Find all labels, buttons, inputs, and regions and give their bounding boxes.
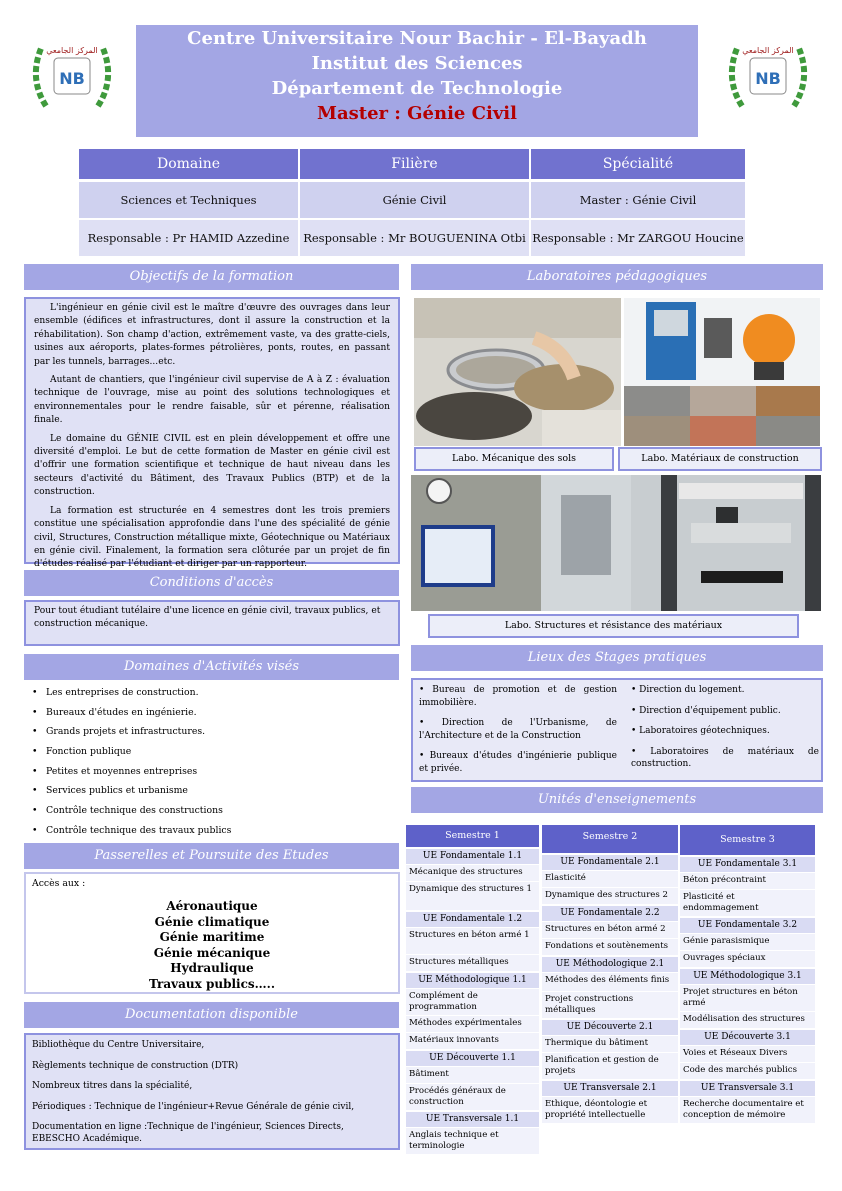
ue-item: Planification et gestion de projets [542,1052,678,1079]
svg-text:NB: NB [755,69,781,88]
list-item: • Bureaux d'études en ingénierie. [24,703,400,723]
list-item: Règlements technique de construction (DTR) [32,1060,239,1071]
ue-item: Structures en béton armé 1 [406,927,539,954]
svg-text:المركز الجامعي: المركز الجامعي [742,46,794,55]
ue-item: Voies et Réseaux Divers [680,1045,815,1062]
title-line-3: Département de Technologie [271,78,563,99]
ue-item: Bâtiment [406,1066,539,1083]
objectifs-paragraph-1: L'ingénieur en génie civil est le maître d'œuvre des ouvrages dans leur ensemble (édifices et infrastructures, dont il assure la construction et la réhabilitation). Son champ d'action, extrêmement vaste, va des gratte-ciels, usines aux aéroports, plates-formes pétrolières, ponts, routes, en passant par les tunnels, barrages...etc. [34,303,390,367]
list-item: • Petites et moyennes entreprises [24,762,400,782]
ue-header: UE Découverte 3.1 [680,1030,815,1045]
svg-text:NB: NB [59,69,85,88]
labo-label-structures: Labo. Structures et résistance des matériaux [428,614,799,638]
stage-item-text: Laboratoires de matériaux de construction. [631,746,820,770]
semestre-2-column [542,825,678,1123]
stage-item-text: Direction du logement. [639,685,745,695]
ue-item: Méthodes des éléments finis [542,972,678,991]
list-item: Documentation en ligne :Technique de l'ingénieur, Sciences Directs, EBESCHO Académique. [32,1122,344,1144]
conditions-panel [24,600,400,646]
ue-item: Recherche documentaire et conception de mémoire [680,1096,815,1123]
ue-item: Procédés généraux de construction [406,1083,539,1110]
ue-item: Génie parasismique [680,933,815,950]
ue-item: Mécanique des structures [406,864,539,881]
section-conditions-title: Conditions d'accès [24,570,399,596]
ue-item: Structures en béton armé 2 [542,921,678,938]
ue-header: UE Méthodologique 2.1 [542,957,678,972]
stage-item-text: Bureau de promotion et de gestion immobilière. [419,685,617,708]
ue-header: UE Fondamentale 3.1 [680,857,815,872]
list-item: Génie mécanique [153,945,271,960]
title-line-4: Master : Génie Civil [317,103,517,124]
ue-item: Modélisation des structures [680,1011,815,1028]
passerelles-panel [24,872,400,994]
ue-item: Code des marchés publics [680,1062,815,1079]
list-item: • Laboratoires géotechniques. [631,726,770,737]
objectifs-paragraph-3: Le domaine du GÉNIE CIVIL est en plein développement et offre une diversité d'emploi. Le but de cette formation de Master en génie civil est d'offrir une formation scientifique et technique de haut niveau dans les secteurs d'activité du Bâtiment, des Travaux Publics (BTP) et de la construction. [34,433,390,498]
ue-item: Béton précontraint [680,872,815,889]
poster-title [136,25,698,137]
stages-panel [411,678,823,782]
semestre-1-header: Semestre 1 [406,825,539,847]
table-cell-resp-domaine: Responsable : Pr HAMID Azzedine [79,220,298,256]
ue-item: Projet constructions métalliques [542,991,678,1018]
objectifs-panel [24,297,400,570]
table-cell-resp-filiere: Responsable : Mr BOUGUENINA Otbi [300,220,529,256]
ue-item: Thermique du bâtiment [542,1035,678,1052]
list-item: Bibliothèque du Centre Universitaire, [32,1040,205,1050]
ue-header: UE Transversale 2.1 [542,1081,678,1096]
table-header-specialite: Spécialité [531,149,745,179]
list-item: • Laboratoires de matériaux de construction. [631,746,820,770]
list-item: Périodiques : Technique de l'ingénieur+Revue Générale de génie civil, [32,1101,355,1112]
semestre-1-column [406,825,539,1154]
table-cell-filiere: Génie Civil [300,182,529,218]
list-item: Travaux publics….. [149,976,275,991]
photo-labo-materiaux [624,298,820,446]
list-item: • Services publics et urbanisme [24,781,400,801]
semestre-3-column [680,825,815,1123]
list-item: • Direction du logement. [631,685,745,695]
list-item: • Grands projets et infrastructures. [24,722,400,742]
list-item: • Les entreprises de construction. [24,683,400,703]
stage-item-text: Direction d'équipement public. [639,705,781,716]
ue-header: UE Fondamentale 1.1 [406,849,539,864]
ue-item: Complément de programmation [406,988,539,1015]
ue-item: Anglais technique et terminologie [406,1127,539,1154]
ue-header: UE Fondamentale 1.2 [406,912,539,927]
section-laboratoires-title: Laboratoires pédagogiques [411,264,823,290]
ue-item: Ouvrages spéciaux [680,950,815,967]
title-line-2: Institut des Sciences [311,53,523,74]
list-item: • Fonction publique [24,742,400,762]
list-item: • Contrôle technique des constructions [24,801,400,821]
table-header-filiere: Filière [300,149,529,179]
ue-header: UE Fondamentale 2.2 [542,906,678,921]
ue-item: Structures métalliques [406,954,539,971]
title-line-1: Centre Universitaire Nour Bachir - El-Bayadh [187,28,647,49]
table-cell-specialite: Master : Génie Civil [531,182,745,218]
ue-item: Dynamique des structures 2 [542,887,678,904]
ue-header: UE Fondamentale 3.2 [680,918,815,933]
logo-right [722,34,814,114]
ue-header: UE Méthodologique 1.1 [406,973,539,988]
ue-item: Méthodes expérimentales [406,1015,539,1032]
list-item: • Contrôle technique des travaux publics [24,821,400,841]
ue-header: UE Méthodologique 3.1 [680,969,815,984]
list-item: Génie maritime [159,930,265,945]
list-item: Nombreux titres dans la spécialité, [32,1081,193,1092]
list-item: • Bureaux d'études d'ingénierie publique et privée. [419,751,617,774]
list-item: • Bureau de promotion et de gestion immobilière. [419,685,617,708]
objectifs-paragraph-4: La formation est structurée en 4 semestres dont les trois premiers constitue une spécialisation approfondie dans l'une des spécialité de génie civil, Structures, Construction métallique mixte, Géotechnique ou Matériaux en génie civil. Finalement, la formation sera clôturée par un projet de fin d'études réalisé par l'étudiant et diriger par un rapporteur. [34,505,390,570]
stage-item-text: Direction de l'Urbanisme, de l'Architecture et de la Construction [419,718,617,741]
ue-header: UE Transversale 1.1 [406,1112,539,1127]
stage-item-text: Laboratoires géotechniques. [639,726,770,737]
stage-item-text: Bureaux d'études d'ingénierie publique et privée. [419,751,617,774]
conditions-text: Pour tout étudiant tutélaire d'une licence en génie civil, travaux publics, et construction mécanique. [34,606,381,630]
labo-label-mecanique-sols: Labo. Mécanique des sols [414,447,614,471]
semestre-3-header: Semestre 3 [680,825,815,855]
list-item: • Direction de l'Urbanisme, de l'Architecture et de la Construction [419,718,617,741]
ue-header: UE Découverte 2.1 [542,1020,678,1035]
semestre-2-header: Semestre 2 [542,825,678,853]
section-stages-title: Lieux des Stages pratiques [411,645,823,671]
section-documentation-title: Documentation disponible [24,1002,399,1028]
objectifs-paragraph-2: Autant de chantiers, que l'ingénieur civil supervise de A à Z : évaluation technique de l'ouvrage, mise au point des solutions technologiques et environnementales pour le rendre faisable, sûr et pérenne, réalisation finale. [34,375,390,426]
section-domaines-title: Domaines d'Activités visés [24,654,399,680]
ue-item: Projet structures en béton armé [680,984,815,1011]
list-item: Aéronautique [166,899,258,913]
list-item: • Direction d'équipement public. [631,705,781,716]
ue-item: Elasticité [542,870,678,887]
ue-item: Fondations et soutènements [542,938,678,955]
table-header-domaine: Domaine [79,149,298,179]
ue-item: Dynamique des structures 1 [406,881,539,910]
passerelles-intro: Accès aux : [32,878,86,889]
photo-labo-mecanique-sols [414,298,621,446]
table-cell-domaine: Sciences et Techniques [79,182,298,218]
ue-item: Plasticité et endommagement [680,889,815,916]
ue-header: UE Fondamentale 2.1 [542,855,678,870]
photo-labo-structures [411,475,821,611]
section-unites-title: Unités d'enseignements [411,787,823,813]
ue-item: Ethique, déontologie et propriété intellectuelle [542,1096,678,1123]
section-objectifs-title: Objectifs de la formation [24,264,399,290]
list-item: Génie climatique [154,914,270,929]
ue-header: UE Découverte 1.1 [406,1051,539,1066]
logo-left [26,34,118,114]
table-cell-resp-specialite: Responsable : Mr ZARGOU Houcine [531,220,745,256]
documentation-panel [24,1033,400,1150]
section-passerelles-title: Passerelles et Poursuite des Etudes [24,843,399,869]
ue-item: Matériaux innovants [406,1032,539,1049]
svg-text:المركز الجامعي: المركز الجامعي [46,46,98,55]
passerelles-list [26,899,398,993]
labo-label-materiaux: Labo. Matériaux de construction [618,447,822,471]
ue-header: UE Transversale 3.1 [680,1081,815,1096]
list-item: Hydraulique [170,961,254,976]
domaines-list [24,683,400,841]
